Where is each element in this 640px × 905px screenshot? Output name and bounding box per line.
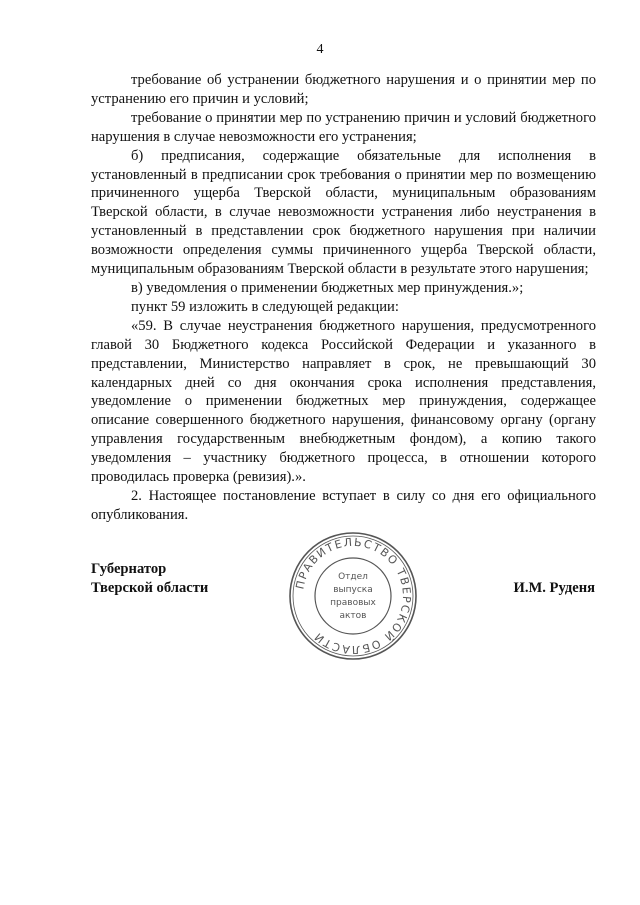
signatory-position xyxy=(91,560,208,598)
paragraph-requirement-measures: требование о принятии мер по устранению причин и условий бюджетного нарушения в случае невозможности его устранения; xyxy=(91,109,596,145)
stamp-ring-text: ПРАВИТЕЛЬСТВО ТВЕРСКОЙ ОБЛАСТИ xyxy=(293,535,414,657)
signatory-position-line1: Губернатор xyxy=(91,561,167,577)
stamp-center-line2: выпуска xyxy=(333,585,373,595)
stamp-center-line4: актов xyxy=(339,611,367,621)
paragraph-c-notifications: в) уведомления о применении бюджетных мер принуждения.»; xyxy=(131,279,524,296)
paragraph-item-59-text: «59. В случае неустранения бюджетного нарушения, предусмотренного главой 30 Бюджетного кодекса Российской Федерации и указанного в представлении, Министерство направляет в срок, не превышающий 30 календарных дней со дня окончания срока исполнения представления, уведомление о применении бюджетных мер принуждения, содержащее описание совершенного бюджетного нарушения, финансовому органу (органу управления государственным внебюджетным фондом), а копию такого уведомления – участнику бюджетного процесса, в отношении которого проводилась проверка (ревизия).». xyxy=(91,317,596,486)
stamp-seal-icon xyxy=(287,530,419,662)
stamp-center-line1: Отдел xyxy=(338,572,368,582)
page-number: 4 xyxy=(316,42,324,57)
stamp-center-line3: правовых xyxy=(330,598,376,608)
paragraph-entry-into-force: 2. Настоящее постановление вступает в силу со дня его официального опубликования. xyxy=(91,487,596,523)
paragraph-item-59-intro: пункт 59 изложить в следующей редакции: xyxy=(131,298,399,315)
signatory-name: И.М. Руденя xyxy=(513,580,595,596)
official-stamp xyxy=(287,530,419,662)
document-body xyxy=(91,71,596,525)
signatory-position-line2: Тверской области xyxy=(91,580,209,596)
paragraph-b-prescriptions: б) предписания, содержащие обязательные для исполнения в установленный в предписании срок требования о принятии мер по возмещению причиненного ущерба Тверской области, муниципальным образованиям Тверской области, в случае невозможности устранения либо неустранения в установленный в представлении срок бюджетного нарушения при наличии возможности определения суммы причиненного ущерба Тверской области, муниципальным образованиям Тверской области в результате этого нарушения; xyxy=(91,147,596,278)
paragraph-requirement-elimination: требование об устранении бюджетного нарушения и о принятии мер по устранению его причин и условий; xyxy=(91,72,596,107)
